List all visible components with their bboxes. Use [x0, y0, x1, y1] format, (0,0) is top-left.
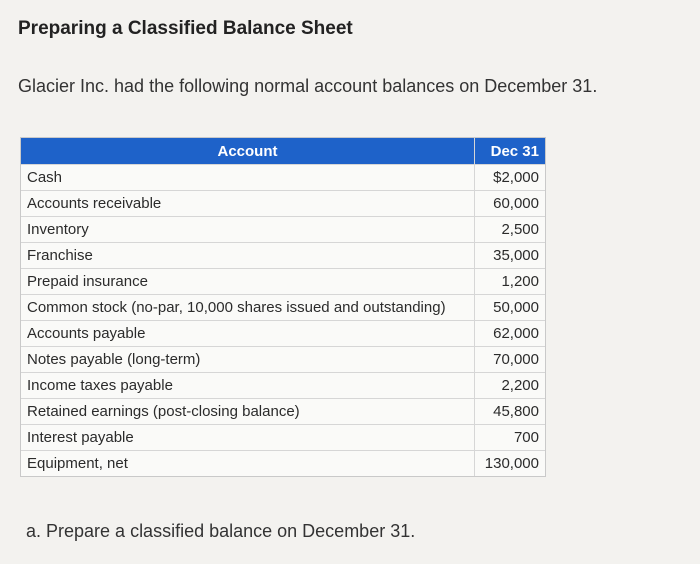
intro-text: Glacier Inc. had the following normal account balances on December 31.: [18, 76, 598, 96]
account-balance: 45,800: [475, 399, 546, 425]
account-name: Franchise: [21, 243, 475, 269]
account-name: Cash: [21, 165, 475, 191]
dec31-column-header: Dec 31: [475, 138, 546, 165]
table-row: [21, 425, 545, 451]
account-balance: $2,000: [475, 165, 546, 191]
table-row: [21, 269, 545, 295]
table-header-row: [21, 138, 545, 165]
account-name: Notes payable (long-term): [21, 347, 475, 373]
account-name: Interest payable: [21, 425, 475, 451]
table-row: [21, 373, 545, 399]
table-row: [21, 399, 545, 425]
account-balance: 60,000: [475, 191, 546, 217]
table-row: [21, 295, 545, 321]
table-row: [21, 217, 545, 243]
account-balance: 2,200: [475, 373, 546, 399]
table-row: [21, 321, 545, 347]
account-name: Inventory: [21, 217, 475, 243]
account-name: Common stock (no-par, 10,000 shares issued and outstanding): [21, 295, 475, 321]
account-balance: 700: [475, 425, 546, 451]
account-name: Accounts payable: [21, 321, 475, 347]
account-name: Retained earnings (post-closing balance): [21, 399, 475, 425]
account-name: Income taxes payable: [21, 373, 475, 399]
account-balance: 70,000: [475, 347, 546, 373]
table-row: [21, 451, 545, 477]
table-row: [21, 347, 545, 373]
account-balance: 2,500: [475, 217, 546, 243]
table-row: [21, 191, 545, 217]
account-balance: 1,200: [475, 269, 546, 295]
account-balance: 130,000: [475, 451, 546, 477]
account-balance: 50,000: [475, 295, 546, 321]
table-row: [21, 243, 545, 269]
page-title: Preparing a Classified Balance Sheet: [18, 18, 353, 39]
account-balances-table: [20, 137, 546, 477]
account-column-header: Account: [21, 138, 475, 165]
table-row: [21, 165, 545, 191]
account-name: Accounts receivable: [21, 191, 475, 217]
account-name: Equipment, net: [21, 451, 475, 477]
instruction-text: a. Prepare a classified balance on December 31.: [26, 521, 416, 541]
account-balance: 62,000: [475, 321, 546, 347]
account-name: Prepaid insurance: [21, 269, 475, 295]
account-balance: 35,000: [475, 243, 546, 269]
